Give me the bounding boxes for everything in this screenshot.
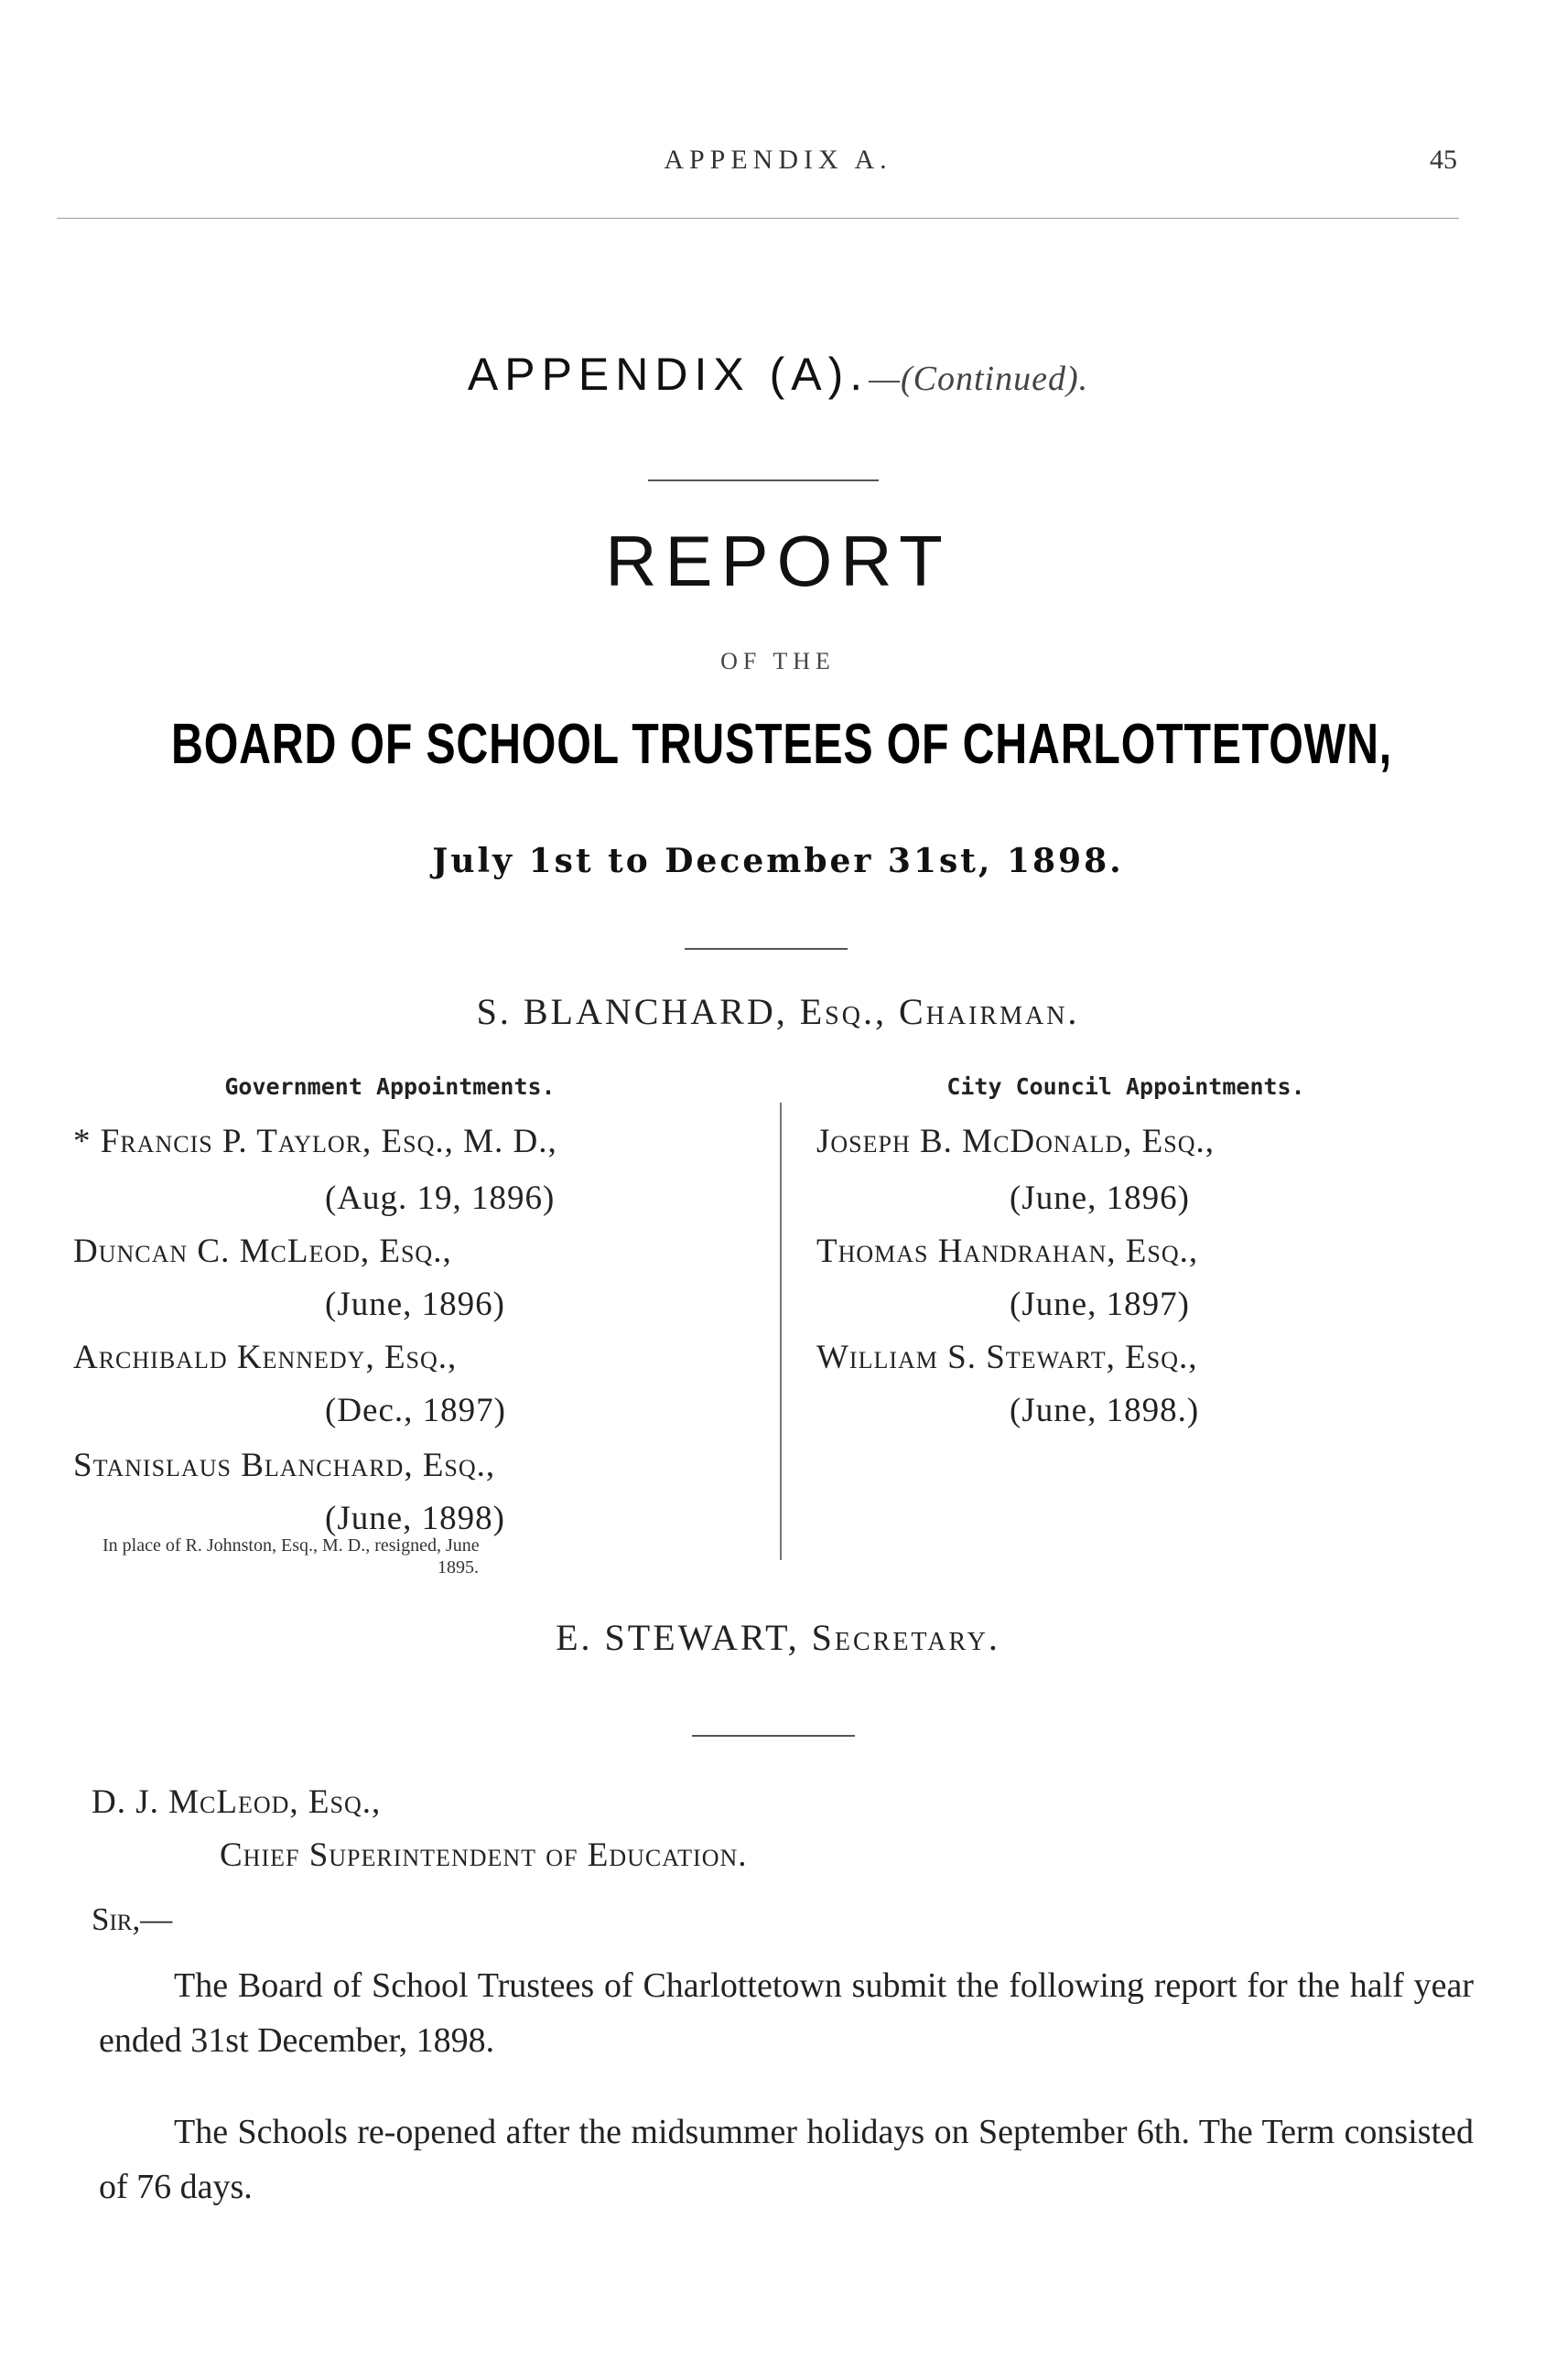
city-member-date: (June, 1897): [1010, 1286, 1190, 1323]
addressee-name: D. J. McLeod, Esq.,: [92, 1783, 382, 1821]
secretary-rule: [692, 1735, 855, 1737]
government-member-name: * Francis P. Taylor, Esq., M. D.,: [73, 1123, 557, 1160]
period-rule: [685, 948, 848, 950]
government-member-date: (Aug. 19, 1896): [325, 1179, 556, 1217]
city-member-date: (June, 1898.): [1010, 1392, 1200, 1429]
government-member-name: Archibald Kennedy, Esq.,: [73, 1339, 458, 1376]
city-heading: City Council Appointments.: [946, 1073, 1305, 1100]
addressee-title: Chief Superintendent of Education.: [220, 1836, 748, 1874]
government-member-name: Duncan C. McLeod, Esq.,: [73, 1233, 452, 1270]
city-member-name: William S. Stewart, Esq.,: [816, 1339, 1198, 1376]
continued-label: —(Continued).: [869, 360, 1089, 398]
government-footnote-year: 1895.: [438, 1557, 479, 1578]
city-member-name: Joseph B. McDonald, Esq.,: [816, 1123, 1215, 1160]
running-title: APPENDIX A.: [664, 145, 892, 175]
column-divider: [780, 1103, 782, 1560]
paragraph-text: The Schools re-opened after the midsummer holidays on September 6th. The Term consisted of 76 days.: [99, 2113, 1474, 2206]
running-head: [0, 145, 1556, 181]
page-number: 45: [1430, 145, 1457, 175]
heading-rule: [648, 479, 879, 481]
body-paragraph: [99, 1958, 1474, 2068]
city-member-date: (June, 1896): [1010, 1179, 1190, 1217]
secretary-line: E. STEWART, Secretary.: [556, 1617, 1000, 1658]
report-title: REPORT: [605, 521, 951, 601]
government-footnote: In place of R. Johnston, Esq., M. D., resigned, June: [103, 1535, 480, 1556]
of-the-label: OF THE: [720, 648, 836, 674]
chairman-line: S. BLANCHARD, Esq., Chairman.: [476, 991, 1080, 1032]
appendix-label: APPENDIX (A).: [467, 349, 870, 400]
government-member-date: (June, 1898): [325, 1500, 505, 1537]
paragraph-text: The Board of School Trustees of Charlottetown submit the following report for the half year ended 31st December, 1898.: [99, 1966, 1474, 2060]
government-member-date: (June, 1896): [325, 1286, 505, 1323]
board-title: BOARD OF SCHOOL TRUSTEES OF CHARLOTTETOWN,: [171, 713, 1392, 776]
body-paragraph: [99, 2105, 1474, 2214]
city-member-name: Thomas Handrahan, Esq.,: [816, 1233, 1199, 1270]
header-rule: [57, 218, 1459, 219]
government-heading: Government Appointments.: [224, 1073, 556, 1100]
appendix-heading: [0, 348, 1556, 401]
government-member-date: (Dec., 1897): [325, 1392, 506, 1429]
salutation: Sir,—: [92, 1901, 173, 1937]
report-period: July 1st to December 31st, 1898.: [432, 842, 1124, 880]
government-member-name: Stanislaus Blanchard, Esq.,: [73, 1447, 496, 1484]
